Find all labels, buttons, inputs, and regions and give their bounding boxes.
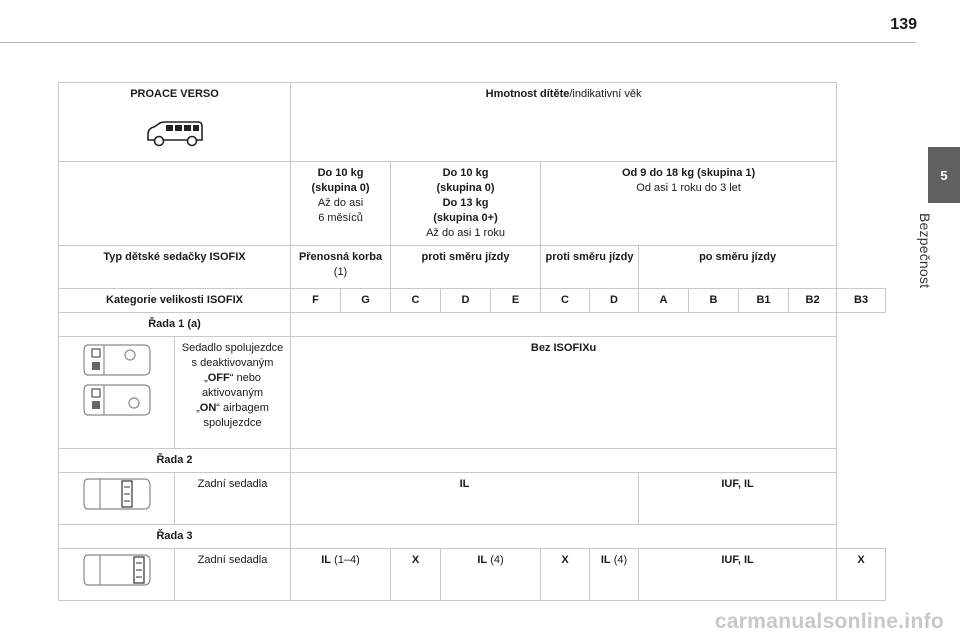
row2-value-1: IUF, IL xyxy=(639,473,837,525)
weight-header-rest: /indikativní věk xyxy=(569,88,642,100)
car-top-view-row3-icon xyxy=(82,553,152,587)
size-class: A xyxy=(639,289,689,313)
weight-text: (skupina 0+) xyxy=(433,212,498,224)
model-name: PROACE VERSO xyxy=(130,88,219,100)
row3-value-5: IUF, IL xyxy=(639,549,837,601)
size-class: G xyxy=(341,289,391,313)
type-cell-3: po směru jízdy xyxy=(639,246,837,289)
row3-value-bold: IL xyxy=(600,554,611,566)
size-class: D xyxy=(441,289,491,313)
seat-desc-text: Sedadlo spolujezdce s deaktivovaným xyxy=(181,342,284,369)
row3-seat-row xyxy=(59,549,886,601)
row3-value-rest: (4) xyxy=(610,554,628,566)
weight-text: (skupina 0) xyxy=(436,182,495,194)
type-cell-0 xyxy=(291,246,391,289)
type-cell-2: proti směru jízdy xyxy=(541,246,639,289)
seat-desc-mid: “ nebo aktivovaným xyxy=(201,372,264,399)
row1-value: Bez ISOFIXu xyxy=(291,337,837,449)
quote: „ xyxy=(196,402,200,414)
row2-seat-row xyxy=(59,473,886,525)
type-bold: Přenosná korba xyxy=(298,251,383,263)
weight-text: Do 10 kg xyxy=(317,167,364,179)
van-side-icon xyxy=(144,120,206,148)
row3-icon-cell xyxy=(59,549,175,601)
row1-seat-row xyxy=(59,337,886,449)
size-class: B1 xyxy=(739,289,789,313)
type-label: Typ dětské sedačky ISOFIX xyxy=(59,246,291,289)
row2-label: Řada 2 xyxy=(59,449,291,473)
row3-value-rest: (1–4) xyxy=(331,554,360,566)
seat-type-row xyxy=(59,246,886,289)
age-text: Až do asi 1 roku xyxy=(426,227,505,239)
size-class: E xyxy=(491,289,541,313)
age-text: Až do asi xyxy=(317,197,364,209)
row1-label-row xyxy=(59,313,886,337)
size-class: C xyxy=(391,289,441,313)
size-class: D xyxy=(590,289,639,313)
weight-text: (skupina 0) xyxy=(311,182,370,194)
row3-value-0 xyxy=(291,549,391,601)
size-class: B3 xyxy=(837,289,886,313)
weight-group-1 xyxy=(391,162,541,246)
type-rest: (1) xyxy=(333,266,348,278)
section-title: Bezpečnost xyxy=(917,213,933,289)
model-cell xyxy=(59,83,291,162)
footer-watermark: carmanualsonline.info xyxy=(714,610,944,633)
weight-text: Do 10 kg xyxy=(442,167,489,179)
quote: „ xyxy=(204,372,208,384)
empty-cell xyxy=(291,525,837,549)
off-label: OFF xyxy=(207,372,230,384)
size-class-row xyxy=(59,289,886,313)
isofix-table xyxy=(58,82,886,601)
row3-value-1: X xyxy=(391,549,441,601)
size-class: B2 xyxy=(789,289,837,313)
row3-value-bold: IL xyxy=(477,554,488,566)
age-text: Od asi 1 roku do 3 let xyxy=(636,182,741,194)
car-top-view-row2-icon xyxy=(82,477,152,511)
seat-desc-tail: “ airbagem spolujezdce xyxy=(203,402,269,429)
weight-header-bold: Hmotnost dítěte xyxy=(485,88,570,100)
row3-value-4 xyxy=(590,549,639,601)
weight-header-cell xyxy=(291,83,837,162)
empty-cell xyxy=(291,449,837,473)
weight-text: Od 9 do 18 kg (skupina 1) xyxy=(621,167,756,179)
table-header-row xyxy=(59,83,886,162)
car-top-view-passenger-seat-icon xyxy=(82,341,152,419)
row1-icon-cell xyxy=(59,337,175,449)
row3-value-2 xyxy=(441,549,541,601)
row3-value-rest: (4) xyxy=(487,554,504,566)
page-number: 139 xyxy=(890,16,917,33)
size-class: B xyxy=(689,289,739,313)
row3-value-3: X xyxy=(541,549,590,601)
seat-desc-text xyxy=(178,371,287,401)
on-label: ON xyxy=(199,402,217,414)
row2-label-row xyxy=(59,449,886,473)
weight-group-2 xyxy=(541,162,837,246)
empty-cell xyxy=(291,313,837,337)
row3-label: Řada 3 xyxy=(59,525,291,549)
section-tab[interactable]: 5 xyxy=(928,147,960,203)
size-class: F xyxy=(291,289,341,313)
weight-group-0 xyxy=(291,162,391,246)
size-class: C xyxy=(541,289,590,313)
row3-label-row xyxy=(59,525,886,549)
weight-text: Do 13 kg xyxy=(442,197,489,209)
size-label: Kategorie velikosti ISOFIX xyxy=(59,289,291,313)
row2-value-0: IL xyxy=(291,473,639,525)
weight-groups-row xyxy=(59,162,886,246)
row3-value-6: X xyxy=(837,549,886,601)
row2-seat-desc: Zadní sedadla xyxy=(175,473,291,525)
type-cell-1: proti směru jízdy xyxy=(391,246,541,289)
header-rule xyxy=(0,42,916,43)
row3-seat-desc: Zadní sedadla xyxy=(175,549,291,601)
row1-seat-desc xyxy=(175,337,291,449)
age-text: 6 měsíců xyxy=(318,212,363,224)
row3-value-bold: IL xyxy=(321,554,332,566)
empty-cell xyxy=(59,162,291,246)
row2-icon-cell xyxy=(59,473,175,525)
row1-label: Řada 1 (a) xyxy=(59,313,291,337)
seat-desc-text xyxy=(178,401,287,431)
